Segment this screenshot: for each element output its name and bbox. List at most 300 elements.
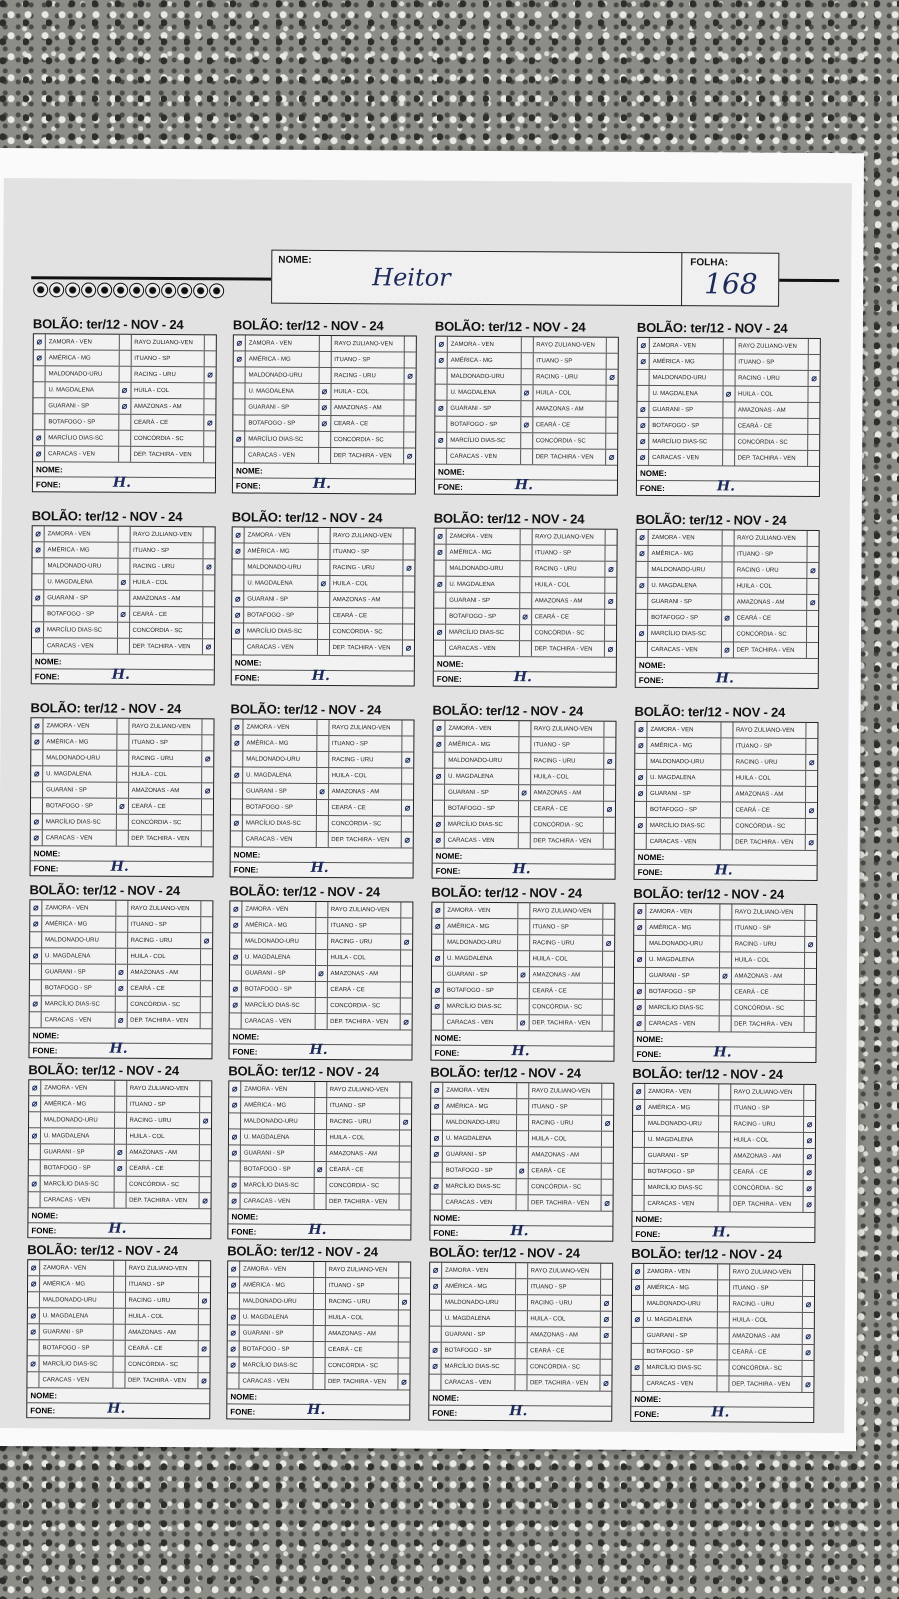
home-pick-box[interactable]: ⌀ [431, 1147, 443, 1162]
draw-pick-box[interactable] [518, 903, 530, 918]
away-pick-box[interactable]: ⌀ [806, 1118, 813, 1129]
draw-pick-box[interactable]: ⌀ [521, 417, 533, 432]
home-pick-box[interactable]: ⌀ [29, 1176, 41, 1191]
away-pick-box[interactable] [400, 1098, 411, 1113]
home-pick-box[interactable] [232, 639, 244, 654]
draw-pick-box[interactable] [521, 353, 533, 368]
away-pick-box[interactable]: ⌀ [607, 595, 614, 606]
draw-pick-box[interactable] [723, 370, 735, 385]
draw-pick-box[interactable] [518, 951, 530, 966]
away-pick-box[interactable] [602, 1084, 613, 1099]
draw-pick-box[interactable] [723, 402, 735, 417]
away-pick-box[interactable]: ⌀ [202, 1195, 208, 1206]
away-pick-box[interactable]: ⌀ [807, 938, 814, 949]
draw-pick-box[interactable] [119, 335, 131, 350]
draw-pick-box[interactable] [313, 1374, 325, 1389]
draw-pick-box[interactable]: ⌀ [115, 981, 127, 996]
away-pick-box[interactable]: ⌀ [608, 451, 615, 462]
home-pick-box[interactable]: ⌀ [230, 949, 242, 964]
home-pick-box[interactable] [230, 965, 242, 980]
draw-pick-box[interactable] [717, 1312, 729, 1327]
draw-pick-box[interactable]: ⌀ [517, 967, 529, 982]
home-pick-box[interactable]: ⌀ [637, 434, 649, 449]
away-pick-box[interactable]: ⌀ [401, 1376, 407, 1387]
home-pick-box[interactable]: ⌀ [635, 786, 647, 801]
draw-pick-box[interactable]: ⌀ [719, 968, 731, 983]
away-pick-box[interactable]: ⌀ [603, 1377, 609, 1388]
away-pick-box[interactable]: ⌀ [603, 1313, 610, 1324]
draw-pick-box[interactable] [719, 1116, 731, 1131]
draw-pick-box[interactable] [722, 562, 734, 577]
draw-pick-box[interactable]: ⌀ [521, 385, 533, 400]
home-pick-box[interactable]: ⌀ [32, 590, 44, 605]
draw-pick-box[interactable] [717, 1344, 729, 1359]
draw-pick-box[interactable] [518, 801, 530, 816]
home-pick-box[interactable]: ⌀ [234, 351, 246, 366]
away-pick-box[interactable]: ⌀ [810, 564, 816, 575]
draw-pick-box[interactable] [114, 1193, 126, 1208]
away-pick-box[interactable] [201, 901, 212, 916]
home-pick-box[interactable] [30, 1012, 42, 1027]
draw-pick-box[interactable] [718, 1164, 730, 1179]
away-pick-box[interactable] [603, 920, 614, 935]
home-pick-box[interactable]: ⌀ [229, 1145, 241, 1160]
home-pick-box[interactable] [229, 1161, 241, 1176]
home-pick-box[interactable]: ⌀ [29, 1080, 41, 1095]
away-pick-box[interactable] [603, 1016, 614, 1031]
home-pick-box[interactable] [433, 753, 445, 768]
away-pick-box[interactable]: ⌀ [806, 1134, 813, 1145]
draw-pick-box[interactable] [720, 936, 732, 951]
draw-pick-box[interactable] [116, 815, 128, 830]
draw-pick-box[interactable] [318, 544, 330, 559]
home-pick-box[interactable]: ⌀ [635, 738, 647, 753]
draw-pick-box[interactable] [315, 1014, 327, 1029]
home-pick-box[interactable] [633, 1164, 645, 1179]
home-pick-box[interactable] [233, 383, 245, 398]
draw-pick-box[interactable] [116, 933, 128, 948]
draw-pick-box[interactable] [316, 934, 328, 949]
home-pick-box[interactable]: ⌀ [435, 433, 447, 448]
draw-pick-box[interactable] [519, 721, 531, 736]
home-pick-box[interactable] [28, 1292, 40, 1307]
away-pick-box[interactable] [199, 1277, 210, 1292]
draw-pick-box[interactable] [116, 917, 128, 932]
draw-pick-box[interactable] [521, 337, 533, 352]
away-pick-box[interactable] [606, 386, 617, 401]
home-pick-box[interactable]: ⌀ [29, 1096, 41, 1111]
away-pick-box[interactable] [806, 723, 817, 738]
home-pick-box[interactable] [633, 1148, 645, 1163]
home-pick-box[interactable] [230, 1013, 242, 1028]
home-pick-box[interactable]: ⌀ [31, 830, 43, 845]
home-pick-box[interactable]: ⌀ [430, 1279, 442, 1294]
away-pick-box[interactable] [805, 905, 816, 920]
home-pick-box[interactable] [431, 1115, 443, 1130]
home-pick-box[interactable]: ⌀ [228, 1309, 240, 1324]
draw-pick-box[interactable] [117, 767, 129, 782]
home-pick-box[interactable]: ⌀ [229, 1129, 241, 1144]
draw-pick-box[interactable] [517, 983, 529, 998]
draw-pick-box[interactable] [515, 1295, 527, 1310]
away-pick-box[interactable] [400, 1082, 411, 1097]
away-pick-box[interactable]: ⌀ [607, 755, 613, 766]
draw-pick-box[interactable] [719, 1084, 731, 1099]
home-pick-box[interactable]: ⌀ [637, 418, 649, 433]
draw-pick-box[interactable]: ⌀ [721, 642, 733, 657]
draw-pick-box[interactable] [722, 530, 734, 545]
home-pick-box[interactable] [632, 1296, 644, 1311]
draw-pick-box[interactable] [518, 935, 530, 950]
away-pick-box[interactable] [604, 770, 615, 785]
away-pick-box[interactable] [807, 579, 818, 594]
away-pick-box[interactable] [605, 610, 616, 625]
home-pick-box[interactable] [231, 831, 243, 846]
home-pick-box[interactable]: ⌀ [33, 446, 45, 461]
home-pick-box[interactable]: ⌀ [30, 900, 42, 915]
draw-pick-box[interactable] [113, 1309, 125, 1324]
away-pick-box[interactable] [204, 527, 215, 542]
home-pick-box[interactable] [231, 799, 243, 814]
draw-pick-box[interactable] [314, 1262, 326, 1277]
away-pick-box[interactable] [806, 787, 817, 802]
away-pick-box[interactable]: ⌀ [605, 937, 612, 948]
draw-pick-box[interactable] [518, 919, 530, 934]
away-pick-box[interactable]: ⌀ [201, 1295, 208, 1306]
draw-pick-box[interactable] [517, 1099, 529, 1114]
home-pick-box[interactable]: ⌀ [31, 718, 43, 733]
home-pick-box[interactable]: ⌀ [637, 530, 649, 545]
home-pick-box[interactable]: ⌀ [430, 1343, 442, 1358]
draw-pick-box[interactable] [720, 802, 732, 817]
draw-pick-box[interactable]: ⌀ [115, 965, 127, 980]
home-pick-box[interactable]: ⌀ [634, 904, 646, 919]
draw-pick-box[interactable] [118, 543, 130, 558]
draw-pick-box[interactable] [516, 1195, 528, 1210]
home-pick-box[interactable] [631, 1376, 643, 1391]
home-pick-box[interactable] [633, 1196, 645, 1211]
home-pick-box[interactable]: ⌀ [28, 1276, 40, 1291]
draw-pick-box[interactable] [114, 1261, 126, 1276]
draw-pick-box[interactable] [519, 641, 531, 656]
home-pick-box[interactable]: ⌀ [634, 984, 646, 999]
draw-pick-box[interactable] [318, 608, 330, 623]
home-pick-box[interactable] [229, 1113, 241, 1128]
draw-pick-box[interactable] [118, 559, 130, 574]
home-pick-box[interactable] [33, 398, 45, 413]
home-pick-box[interactable]: ⌀ [430, 1263, 442, 1278]
draw-pick-box[interactable] [720, 904, 732, 919]
home-pick-box[interactable]: ⌀ [434, 577, 446, 592]
draw-pick-box[interactable] [719, 1016, 731, 1031]
home-pick-box[interactable]: ⌀ [228, 1277, 240, 1292]
draw-pick-box[interactable] [518, 817, 530, 832]
away-pick-box[interactable] [807, 627, 818, 642]
home-pick-box[interactable]: ⌀ [231, 767, 243, 782]
home-pick-box[interactable] [633, 1116, 645, 1131]
draw-pick-box[interactable] [316, 816, 328, 831]
draw-pick-box[interactable] [317, 752, 329, 767]
draw-pick-box[interactable] [318, 560, 330, 575]
draw-pick-box[interactable] [113, 1325, 125, 1340]
away-pick-box[interactable] [399, 1358, 410, 1373]
home-pick-box[interactable]: ⌀ [435, 401, 447, 416]
draw-pick-box[interactable]: ⌀ [723, 386, 735, 401]
away-pick-box[interactable]: ⌀ [808, 836, 815, 847]
home-pick-box[interactable] [433, 801, 445, 816]
draw-pick-box[interactable] [319, 336, 331, 351]
home-pick-box[interactable] [29, 1144, 41, 1159]
away-pick-box[interactable] [604, 738, 615, 753]
home-pick-box[interactable]: ⌀ [434, 625, 446, 640]
away-pick-box[interactable] [204, 431, 215, 446]
home-pick-box[interactable] [638, 370, 650, 385]
away-pick-box[interactable] [607, 338, 618, 353]
home-pick-box[interactable] [435, 385, 447, 400]
away-pick-box[interactable] [808, 435, 819, 450]
draw-pick-box[interactable] [118, 591, 130, 606]
draw-pick-box[interactable] [723, 338, 735, 353]
draw-pick-box[interactable] [119, 447, 131, 462]
away-pick-box[interactable] [402, 784, 413, 799]
away-pick-box[interactable] [200, 1097, 211, 1112]
home-pick-box[interactable] [34, 366, 46, 381]
home-pick-box[interactable] [430, 1295, 442, 1310]
home-pick-box[interactable] [434, 561, 446, 576]
away-pick-box[interactable] [402, 816, 413, 831]
home-pick-box[interactable]: ⌀ [233, 431, 245, 446]
draw-pick-box[interactable] [315, 1098, 327, 1113]
away-pick-box[interactable] [202, 767, 213, 782]
draw-pick-box[interactable] [115, 1081, 127, 1096]
home-pick-box[interactable] [233, 415, 245, 430]
draw-pick-box[interactable] [720, 920, 732, 935]
draw-pick-box[interactable] [316, 902, 328, 917]
away-pick-box[interactable]: ⌀ [205, 641, 212, 652]
away-pick-box[interactable] [604, 786, 615, 801]
draw-pick-box[interactable] [515, 1375, 527, 1390]
home-pick-box[interactable]: ⌀ [34, 350, 46, 365]
draw-pick-box[interactable] [521, 433, 533, 448]
home-pick-box[interactable]: ⌀ [232, 591, 244, 606]
away-pick-box[interactable]: ⌀ [401, 1296, 408, 1307]
draw-pick-box[interactable]: ⌀ [319, 400, 331, 415]
away-pick-box[interactable] [401, 982, 412, 997]
home-pick-box[interactable]: ⌀ [436, 353, 448, 368]
home-pick-box[interactable]: ⌀ [433, 737, 445, 752]
away-pick-box[interactable] [803, 1313, 814, 1328]
home-pick-box[interactable]: ⌀ [636, 546, 648, 561]
away-pick-box[interactable] [203, 591, 214, 606]
draw-pick-box[interactable] [722, 594, 734, 609]
away-pick-box[interactable] [603, 984, 614, 999]
home-pick-box[interactable]: ⌀ [232, 543, 244, 558]
away-pick-box[interactable] [605, 626, 616, 641]
home-pick-box[interactable]: ⌀ [634, 920, 646, 935]
home-pick-box[interactable] [232, 575, 244, 590]
home-pick-box[interactable]: ⌀ [233, 527, 245, 542]
away-pick-box[interactable]: ⌀ [808, 804, 815, 815]
away-pick-box[interactable]: ⌀ [404, 834, 411, 845]
draw-pick-box[interactable] [516, 1131, 528, 1146]
away-pick-box[interactable] [401, 998, 412, 1013]
draw-pick-box[interactable] [718, 1180, 730, 1195]
away-pick-box[interactable] [202, 719, 213, 734]
draw-pick-box[interactable] [316, 918, 328, 933]
away-pick-box[interactable] [807, 547, 818, 562]
draw-pick-box[interactable] [319, 368, 331, 383]
away-pick-box[interactable] [204, 399, 215, 414]
draw-pick-box[interactable] [718, 1132, 730, 1147]
draw-pick-box[interactable] [117, 639, 129, 654]
away-pick-box[interactable] [404, 528, 415, 543]
home-pick-box[interactable] [230, 933, 242, 948]
draw-pick-box[interactable] [318, 624, 330, 639]
home-pick-box[interactable] [227, 1373, 239, 1388]
away-pick-box[interactable] [199, 1309, 210, 1324]
draw-pick-box[interactable] [314, 1130, 326, 1145]
home-pick-box[interactable]: ⌀ [33, 526, 45, 541]
away-pick-box[interactable] [603, 952, 614, 967]
away-pick-box[interactable] [203, 575, 214, 590]
away-pick-box[interactable] [400, 1162, 411, 1177]
home-pick-box[interactable] [233, 399, 245, 414]
away-pick-box[interactable] [199, 1357, 210, 1372]
home-pick-box[interactable]: ⌀ [31, 734, 43, 749]
home-pick-box[interactable] [433, 785, 445, 800]
away-pick-box[interactable] [203, 607, 214, 622]
home-pick-box[interactable] [633, 1180, 645, 1195]
draw-pick-box[interactable] [518, 833, 530, 848]
draw-pick-box[interactable] [721, 754, 733, 769]
draw-pick-box[interactable] [314, 1178, 326, 1193]
away-pick-box[interactable] [399, 1310, 410, 1325]
draw-pick-box[interactable] [722, 546, 734, 561]
away-pick-box[interactable] [199, 1261, 210, 1276]
home-pick-box[interactable] [228, 1293, 240, 1308]
draw-pick-box[interactable] [313, 1310, 325, 1325]
away-pick-box[interactable]: ⌀ [809, 596, 816, 607]
away-pick-box[interactable] [805, 953, 816, 968]
away-pick-box[interactable] [405, 352, 416, 367]
away-pick-box[interactable] [404, 416, 415, 431]
away-pick-box[interactable] [202, 831, 213, 846]
away-pick-box[interactable]: ⌀ [404, 802, 411, 813]
draw-pick-box[interactable] [317, 720, 329, 735]
draw-pick-box[interactable] [721, 770, 733, 785]
home-pick-box[interactable]: ⌀ [632, 1264, 644, 1279]
home-pick-box[interactable] [432, 935, 444, 950]
home-pick-box[interactable]: ⌀ [30, 916, 42, 931]
draw-pick-box[interactable] [721, 786, 733, 801]
away-pick-box[interactable] [202, 735, 213, 750]
home-pick-box[interactable] [32, 558, 44, 573]
home-pick-box[interactable]: ⌀ [228, 1325, 240, 1340]
draw-pick-box[interactable] [723, 354, 735, 369]
away-pick-box[interactable] [601, 1360, 612, 1375]
draw-pick-box[interactable] [313, 1358, 325, 1373]
away-pick-box[interactable]: ⌀ [405, 754, 411, 765]
home-pick-box[interactable]: ⌀ [432, 951, 444, 966]
home-pick-box[interactable] [434, 609, 446, 624]
home-pick-box[interactable] [32, 606, 44, 621]
away-pick-box[interactable]: ⌀ [402, 1116, 409, 1127]
draw-pick-box[interactable]: ⌀ [315, 966, 327, 981]
away-pick-box[interactable] [402, 736, 413, 751]
home-pick-box[interactable] [29, 1192, 41, 1207]
home-pick-box[interactable] [436, 369, 448, 384]
away-pick-box[interactable] [401, 966, 412, 981]
draw-pick-box[interactable]: ⌀ [317, 784, 329, 799]
draw-pick-box[interactable] [519, 769, 531, 784]
home-pick-box[interactable]: ⌀ [633, 1100, 645, 1115]
away-pick-box[interactable] [400, 1130, 411, 1145]
home-pick-box[interactable] [432, 1015, 444, 1030]
draw-pick-box[interactable] [117, 783, 129, 798]
away-pick-box[interactable] [805, 969, 816, 984]
draw-pick-box[interactable] [720, 818, 732, 833]
draw-pick-box[interactable] [519, 737, 531, 752]
home-pick-box[interactable]: ⌀ [632, 1280, 644, 1295]
home-pick-box[interactable] [636, 610, 648, 625]
away-pick-box[interactable] [199, 1325, 210, 1340]
home-pick-box[interactable]: ⌀ [637, 402, 649, 417]
home-pick-box[interactable]: ⌀ [431, 1083, 443, 1098]
away-pick-box[interactable] [399, 1342, 410, 1357]
away-pick-box[interactable]: ⌀ [805, 1346, 811, 1357]
away-pick-box[interactable] [401, 950, 412, 965]
home-pick-box[interactable] [635, 802, 647, 817]
draw-pick-box[interactable] [119, 431, 131, 446]
draw-pick-box[interactable] [313, 1294, 325, 1309]
home-pick-box[interactable] [636, 642, 648, 657]
away-pick-box[interactable]: ⌀ [608, 563, 614, 574]
home-pick-box[interactable] [30, 980, 42, 995]
draw-pick-box[interactable] [517, 999, 529, 1014]
away-pick-box[interactable] [602, 1100, 613, 1115]
draw-pick-box[interactable] [517, 1115, 529, 1130]
away-pick-box[interactable]: ⌀ [205, 753, 211, 764]
home-pick-box[interactable]: ⌀ [231, 719, 243, 734]
draw-pick-box[interactable] [515, 1311, 527, 1326]
draw-pick-box[interactable] [520, 529, 532, 544]
away-pick-box[interactable] [203, 543, 214, 558]
away-pick-box[interactable] [808, 531, 819, 546]
draw-pick-box[interactable] [722, 578, 734, 593]
home-pick-box[interactable] [28, 1340, 40, 1355]
home-pick-box[interactable] [434, 593, 446, 608]
away-pick-box[interactable]: ⌀ [405, 642, 412, 653]
home-pick-box[interactable]: ⌀ [638, 338, 650, 353]
away-pick-box[interactable] [399, 1278, 410, 1293]
away-pick-box[interactable]: ⌀ [809, 756, 815, 767]
home-pick-box[interactable]: ⌀ [434, 545, 446, 560]
home-pick-box[interactable]: ⌀ [28, 1260, 40, 1275]
home-pick-box[interactable]: ⌀ [432, 903, 444, 918]
draw-pick-box[interactable] [521, 449, 533, 464]
home-pick-box[interactable] [232, 559, 244, 574]
draw-pick-box[interactable] [319, 432, 331, 447]
away-pick-box[interactable] [200, 1129, 211, 1144]
draw-pick-box[interactable] [718, 1196, 730, 1211]
draw-pick-box[interactable] [316, 832, 328, 847]
home-pick-box[interactable] [33, 414, 45, 429]
away-pick-box[interactable] [404, 432, 415, 447]
away-pick-box[interactable] [400, 1146, 411, 1161]
home-pick-box[interactable] [635, 834, 647, 849]
home-pick-box[interactable] [430, 1327, 442, 1342]
away-pick-box[interactable] [602, 1132, 613, 1147]
